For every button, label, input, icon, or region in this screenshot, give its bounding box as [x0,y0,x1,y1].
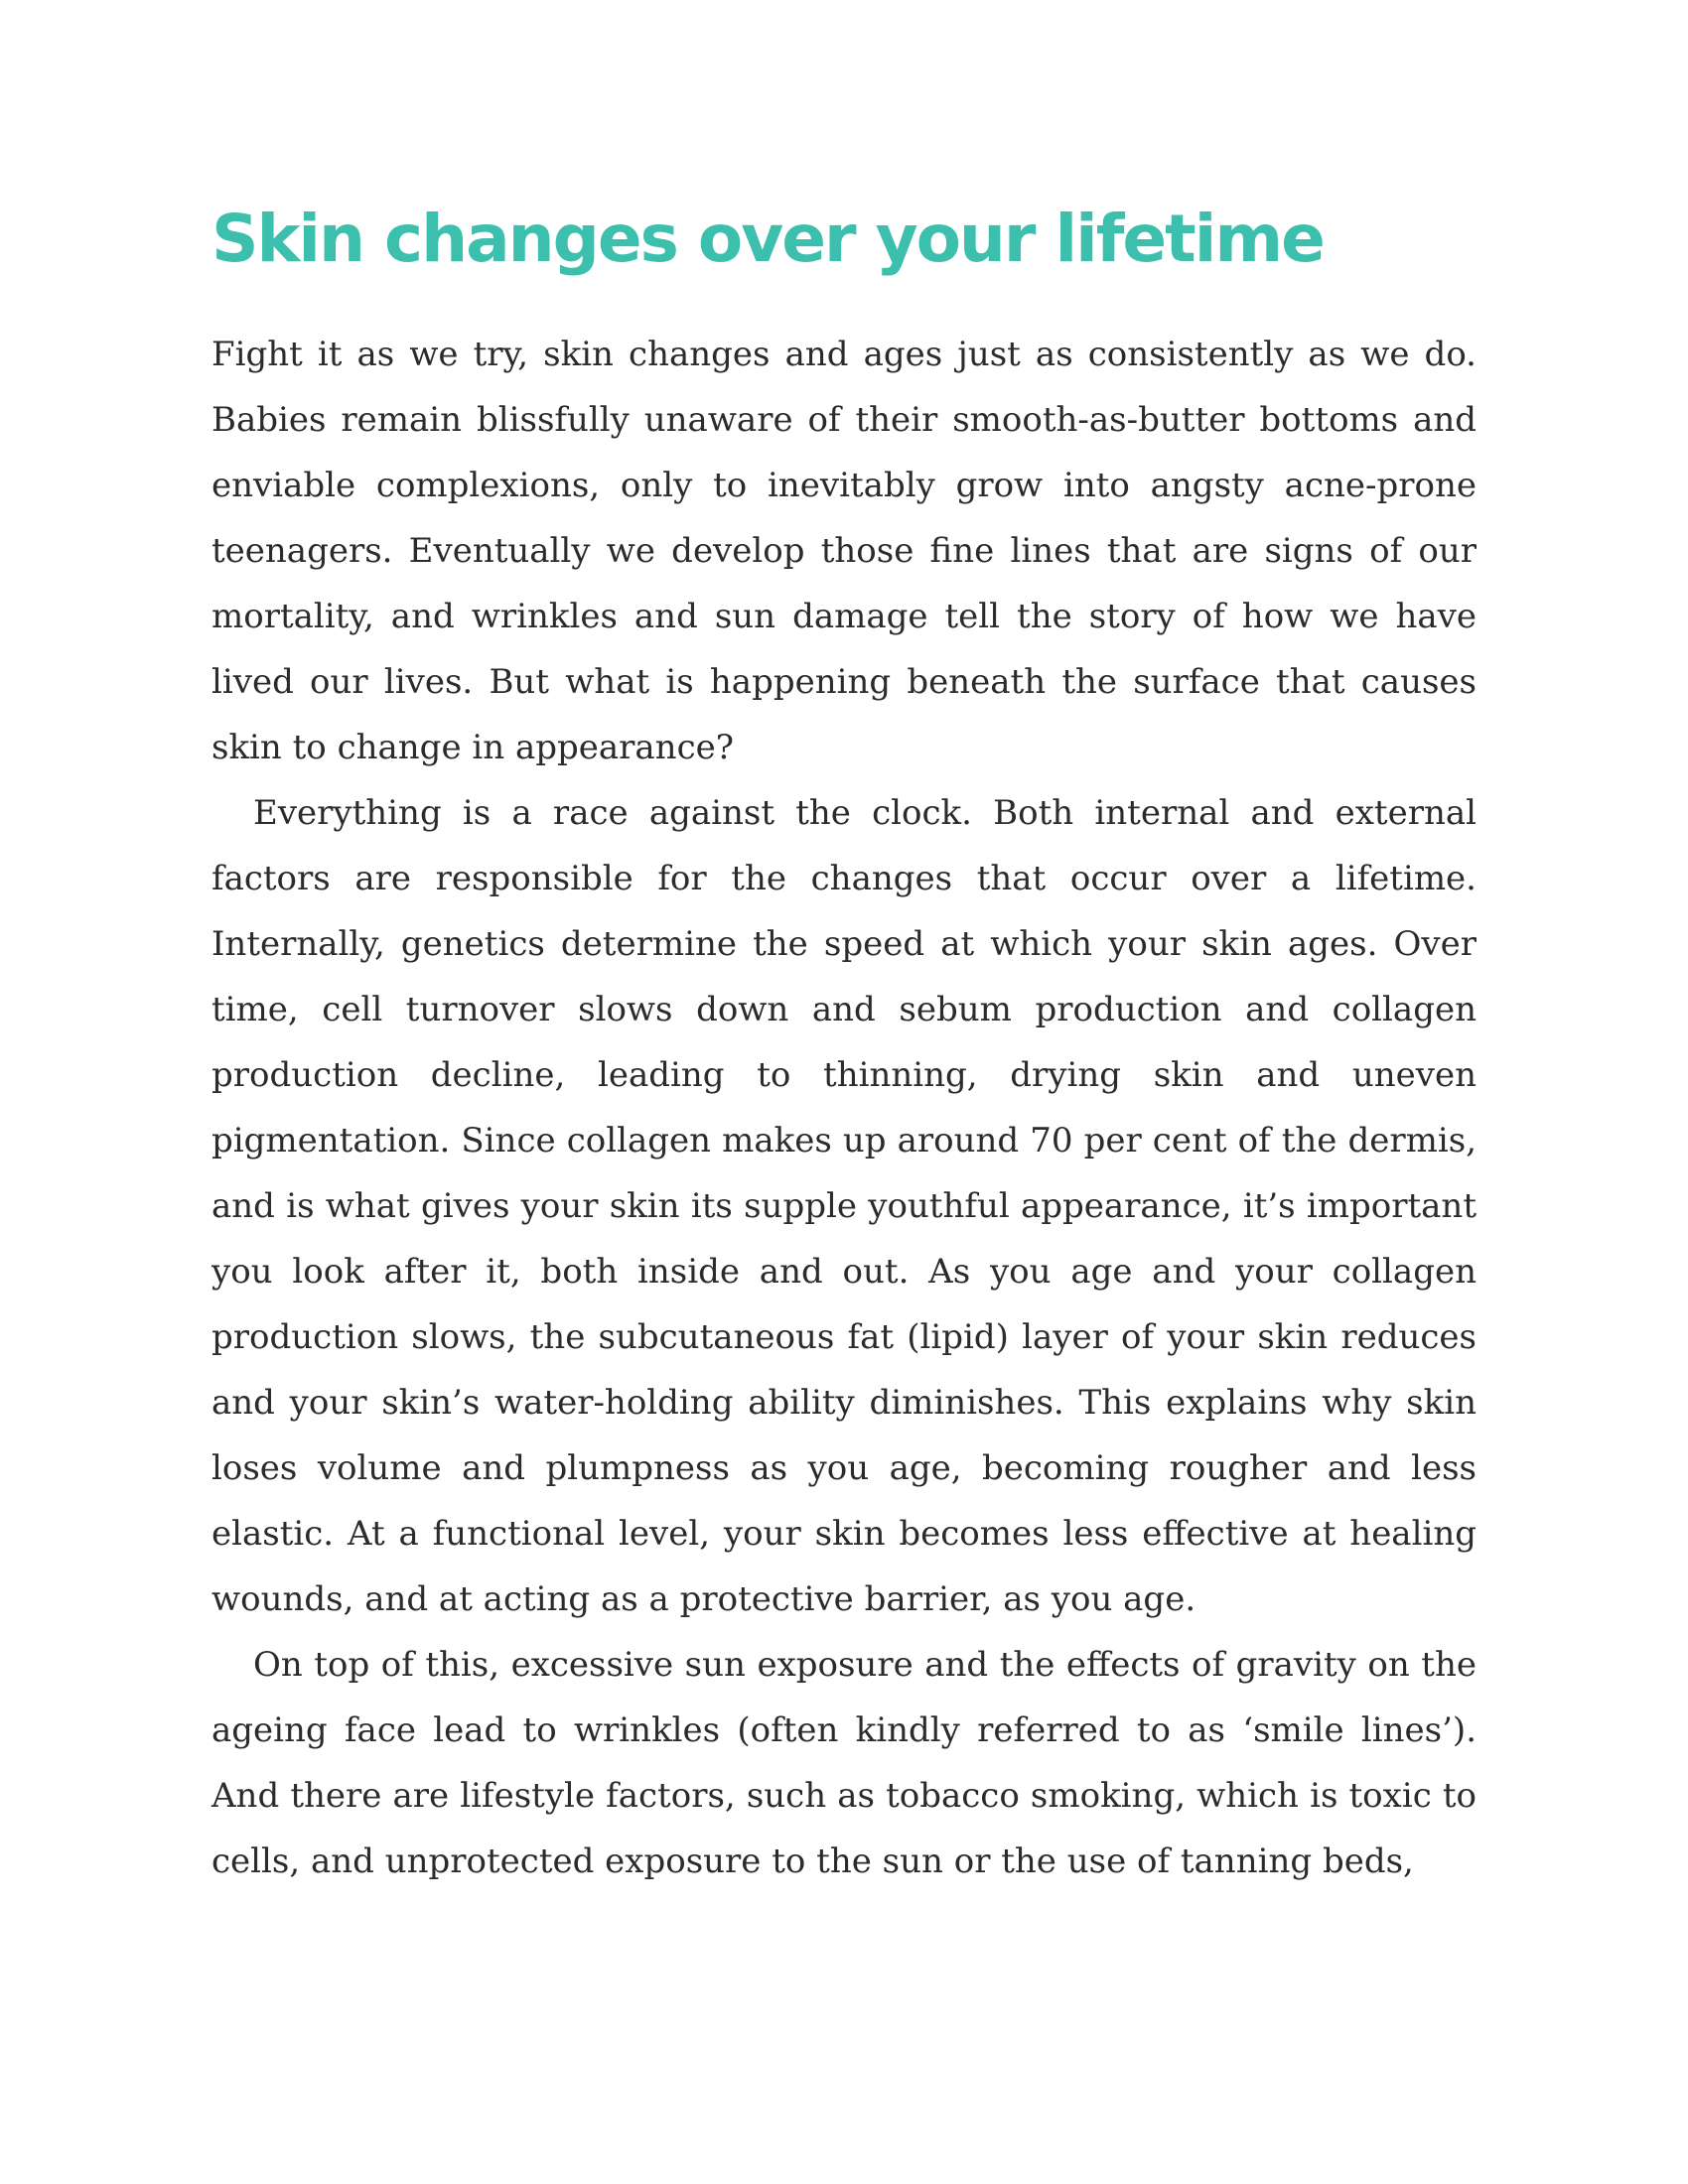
paragraph-1: Fight it as we try, skin changes and ages just as consistently as we do. Babies remain blissfully unaware of their smooth-as-butter bottoms and enviable complexions, only to inevitably grow into angsty acne-prone teenagers. Eventually we develop those fine lines that are signs of our mortality, and wrinkles and sun damage tell the story of how we have lived our lives. But what is happening beneath the surface that causes skin to change in appearance? [211,335,1477,767]
paragraph-2: Everything is a race against the clock. Both internal and external factors are responsible for the changes that occur over a lifetime. Internally, genetics determine the speed at which your skin ages. Over time, cell turnover slows down and sebum production and collagen production decline, leading to thinning, drying skin and uneven pigmentation. Since collagen makes up around 70 per cent of the dermis, and is what gives your skin its supple youthful appearance, it’s important you look after it, both inside and out. As you age and your collagen production slows, the subcutaneous fat (lipid) layer of your skin reduces and your skin’s water-holding ability diminishes. This explains why skin loses volume and plumpness as you age, becoming rougher and less elastic. At a functional level, your skin becomes less effective at healing wounds, and at acting as a protective barrier, as you age. [211,793,1477,1619]
page-heading: Skin changes over your lifetime [211,201,1324,277]
page-content [211,195,1477,1894]
body-text [211,322,1477,1894]
paragraph-3: On top of this, excessive sun exposure and the effects of gravity on the ageing face lead to wrinkles (often kindly referred to as ‘smile lines’). And there are lifestyle factors, such as tobacco smoking, which is toxic to cells, and unprotected exposure to the sun or the use of tanning beds, [211,1645,1477,1881]
